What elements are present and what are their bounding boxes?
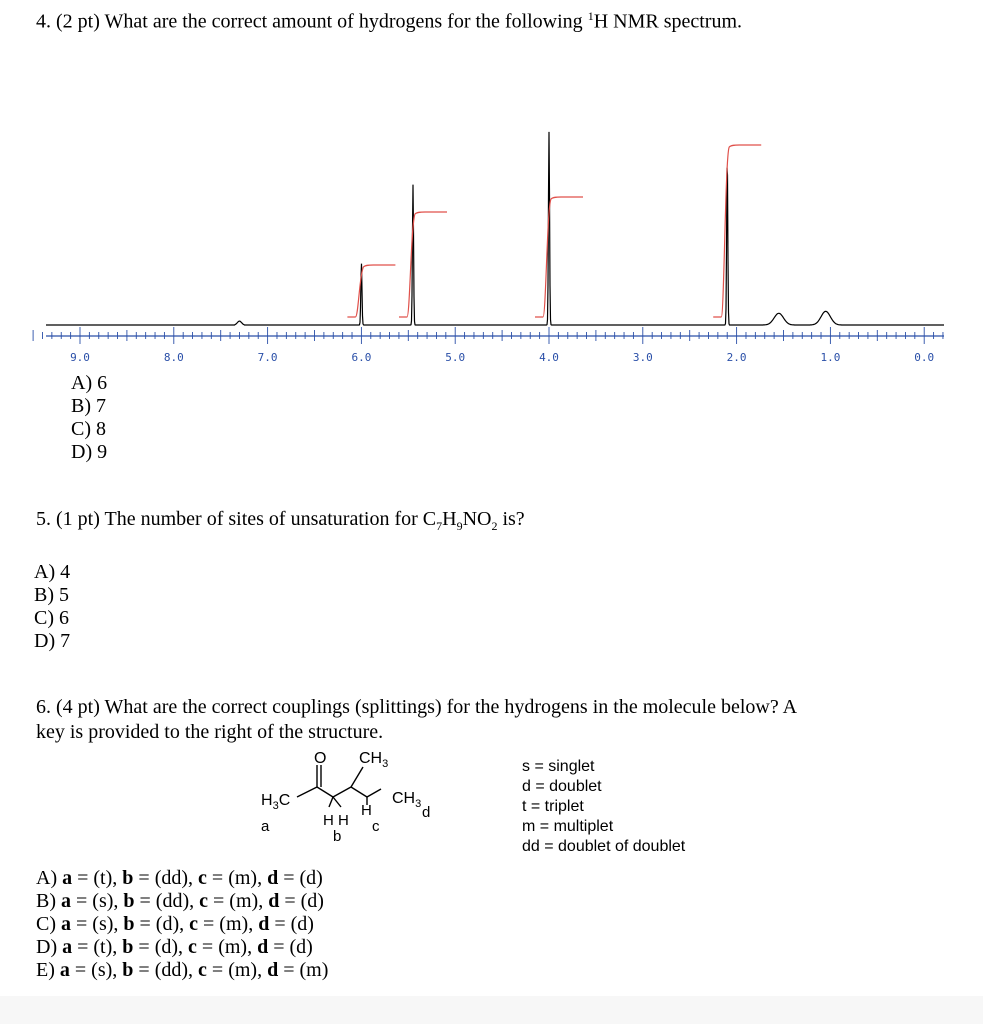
q6-option-part: (dd) bbox=[154, 867, 189, 889]
q6-option-part: (d) bbox=[300, 890, 324, 912]
q6-option-part: d bbox=[268, 890, 280, 912]
spectrum-tick-label: 7.0 bbox=[257, 351, 278, 364]
q5-option-c[interactable]: C) 6 bbox=[34, 607, 69, 629]
q4-option-c[interactable]: C) 8 bbox=[71, 418, 106, 440]
q6-option-part: (d) bbox=[155, 913, 180, 935]
q5-options bbox=[34, 561, 70, 653]
integration-curve bbox=[399, 212, 447, 317]
q5-h: H bbox=[442, 508, 457, 530]
methyl-top: $CH_3$ bbox=[359, 750, 389, 770]
q6-option-part: = bbox=[133, 959, 155, 981]
q4-superscript: 1 bbox=[587, 9, 594, 23]
question-6-prompt bbox=[36, 695, 797, 744]
q6-option-part: , bbox=[179, 913, 190, 935]
q6-option-part: a bbox=[62, 936, 73, 958]
oxygen-atom: O bbox=[314, 750, 327, 767]
key-multiplet: m = multiplet bbox=[522, 818, 614, 835]
q6-option-part: a bbox=[62, 867, 73, 889]
q5-text: 5. (1 pt) The number of sites of unsaturation for C bbox=[36, 508, 437, 530]
q6-option-part: (d) bbox=[290, 913, 314, 935]
methyl-d: $CH_3$ bbox=[392, 790, 422, 810]
q6-option-part: , bbox=[188, 867, 199, 889]
q6-option-part: (m) bbox=[299, 959, 329, 981]
q6-option-part: , bbox=[188, 959, 199, 981]
q6-option-part: , bbox=[257, 867, 268, 889]
q6-option-part: = bbox=[133, 867, 155, 889]
q4-text-end: H NMR spectrum. bbox=[593, 10, 743, 33]
q6-option-part: c bbox=[189, 913, 199, 935]
q6-option-part: (s) bbox=[91, 959, 113, 981]
q6-option-part: (m) bbox=[219, 913, 249, 935]
label-b: b bbox=[333, 828, 342, 845]
q4-options bbox=[71, 372, 107, 464]
q6-option-d[interactable] bbox=[36, 936, 328, 959]
q5-option-b[interactable]: B) 5 bbox=[34, 584, 69, 606]
q6-option-part: (d) bbox=[289, 936, 313, 958]
q6-option-part: = bbox=[72, 936, 94, 958]
nmr-spectrum bbox=[0, 0, 983, 380]
integration-curves bbox=[347, 145, 761, 317]
q6-option-b[interactable] bbox=[36, 890, 328, 913]
q6-option-part: d bbox=[267, 959, 279, 981]
q5-sub-2: 2 bbox=[491, 519, 498, 533]
q6-option-part: (m) bbox=[229, 890, 259, 912]
q6-option-part: , bbox=[112, 959, 123, 981]
question-5-prompt bbox=[36, 507, 525, 538]
q6-option-part: = bbox=[278, 959, 300, 981]
q4-text: 4. (2 pt) What are the correct amount of hydrogens for the following bbox=[36, 10, 588, 33]
q6-option-part: c bbox=[198, 959, 207, 981]
spectrum-tick-label: 6.0 bbox=[351, 351, 372, 364]
q6-option-part: a bbox=[61, 890, 71, 912]
q6-option-part: b bbox=[123, 890, 135, 912]
spectrum-tick-label: 5.0 bbox=[445, 351, 466, 364]
q6-option-part: (s) bbox=[92, 913, 114, 935]
q6-option-part: E) bbox=[36, 959, 55, 981]
q6-option-part: b bbox=[123, 913, 135, 935]
q6-line-2: key is provided to the right of the structure. bbox=[36, 721, 384, 743]
spectrum-tick-label: 8.0 bbox=[163, 351, 184, 364]
q6-option-part: (dd) bbox=[154, 959, 189, 981]
q6-option-part: (t) bbox=[93, 867, 113, 889]
q5-no: NO bbox=[462, 508, 492, 530]
q6-option-part: , bbox=[112, 936, 123, 958]
integration-curve bbox=[347, 265, 395, 317]
q6-option-part: a bbox=[61, 913, 71, 935]
spectrum-tick-label: 4.0 bbox=[539, 351, 559, 364]
page-bottom-band bbox=[0, 996, 983, 1024]
q6-option-c[interactable] bbox=[36, 913, 328, 936]
q4-option-b[interactable]: B) 7 bbox=[71, 395, 106, 417]
q6-option-part: A) bbox=[36, 867, 58, 889]
spectrum-tick-labels bbox=[70, 351, 934, 364]
q4-option-d[interactable]: D) 9 bbox=[71, 441, 108, 463]
hydrogens-b: H H bbox=[323, 812, 349, 829]
spectrum-tick-label: 3.0 bbox=[632, 351, 653, 364]
q6-option-part: (d) bbox=[299, 867, 323, 889]
q6-option-part: c bbox=[188, 936, 197, 958]
q6-option-part: = bbox=[134, 913, 156, 935]
spectrum-tick-label: 2.0 bbox=[726, 351, 747, 364]
q6-option-part: , bbox=[189, 890, 200, 912]
q6-option-part: = bbox=[206, 959, 229, 981]
q6-option-part: , bbox=[247, 936, 258, 958]
q5-text-end: is? bbox=[497, 508, 525, 530]
q6-option-part: (m) bbox=[228, 959, 258, 981]
q6-option-part: = bbox=[71, 913, 93, 935]
q6-option-part: b bbox=[122, 959, 134, 981]
q6-option-part: (m) bbox=[228, 867, 258, 889]
q6-option-part: = bbox=[278, 867, 300, 889]
q6-option-e[interactable] bbox=[36, 959, 328, 982]
methyl-a: $H_3C$ bbox=[261, 792, 291, 812]
molecule-bonds bbox=[297, 765, 381, 807]
q6-option-part: = bbox=[69, 959, 92, 981]
q6-option-part: D) bbox=[36, 936, 58, 958]
q6-option-part: c bbox=[198, 867, 207, 889]
q6-option-part: (d) bbox=[154, 936, 179, 958]
coupling-key bbox=[522, 757, 685, 857]
q6-option-part: (t) bbox=[93, 936, 113, 958]
q6-option-part: a bbox=[59, 959, 70, 981]
q6-option-part: , bbox=[113, 913, 124, 935]
spectrum-tick-label: 9.0 bbox=[70, 351, 90, 364]
spectrum-trace bbox=[46, 132, 944, 325]
q6-option-part: b bbox=[122, 936, 134, 958]
key-triplet: t = triplet bbox=[522, 798, 584, 815]
key-singlet: s = singlet bbox=[522, 758, 595, 775]
spectrum-tick-label: 1.0 bbox=[820, 351, 841, 364]
q5-option-d[interactable]: D) 7 bbox=[34, 630, 71, 652]
label-d: d bbox=[422, 804, 431, 821]
label-a: a bbox=[261, 818, 270, 835]
q6-option-part: = bbox=[279, 890, 301, 912]
q6-option-part: (s) bbox=[92, 890, 114, 912]
q6-option-part: (m) bbox=[218, 936, 248, 958]
q6-option-a[interactable] bbox=[36, 867, 328, 890]
q6-option-part: , bbox=[258, 890, 269, 912]
q6-options bbox=[36, 867, 328, 982]
q6-option-part: , bbox=[113, 890, 124, 912]
q6-option-part: d bbox=[257, 936, 269, 958]
q6-option-part: B) bbox=[36, 890, 56, 912]
q6-option-part: C) bbox=[36, 913, 56, 935]
q6-option-part: , bbox=[248, 913, 259, 935]
hydrogen-c: H bbox=[361, 802, 372, 819]
q5-sub-9: 9 bbox=[456, 519, 463, 533]
q5-sub-7: 7 bbox=[436, 519, 443, 533]
q6-option-part: = bbox=[71, 890, 93, 912]
integration-curve bbox=[535, 197, 583, 317]
q6-option-part: = bbox=[198, 913, 220, 935]
q6-option-part: , bbox=[178, 936, 189, 958]
q6-option-part: = bbox=[196, 936, 219, 958]
q4-option-a[interactable]: A) 6 bbox=[71, 372, 108, 394]
key-doublet-of-doublet: dd = doublet of doublet bbox=[522, 838, 686, 855]
q6-line-1: 6. (4 pt) What are the correct couplings (splittings) for the hydrogens in the molecule below? A bbox=[36, 696, 798, 718]
q6-option-part: = bbox=[134, 890, 156, 912]
q6-option-part: c bbox=[199, 890, 209, 912]
q6-option-part: = bbox=[269, 913, 291, 935]
key-doublet: d = doublet bbox=[522, 778, 602, 795]
q6-option-part: d bbox=[267, 867, 279, 889]
q6-option-part: b bbox=[122, 867, 134, 889]
q5-option-a[interactable]: A) 4 bbox=[34, 561, 71, 583]
molecule-structure bbox=[255, 745, 455, 845]
q6-option-part: = bbox=[72, 867, 94, 889]
q6-option-part: = bbox=[133, 936, 155, 958]
q6-option-part: (dd) bbox=[155, 890, 190, 912]
q6-option-part: = bbox=[268, 936, 290, 958]
spectrum-tick-label: 0.0 bbox=[914, 351, 935, 364]
q6-option-part: = bbox=[208, 890, 230, 912]
q6-option-part: , bbox=[257, 959, 268, 981]
q6-option-part: d bbox=[258, 913, 270, 935]
q6-option-part: , bbox=[112, 867, 123, 889]
label-c: c bbox=[372, 818, 380, 835]
integration-curve bbox=[713, 145, 761, 317]
q6-option-part: = bbox=[206, 867, 229, 889]
